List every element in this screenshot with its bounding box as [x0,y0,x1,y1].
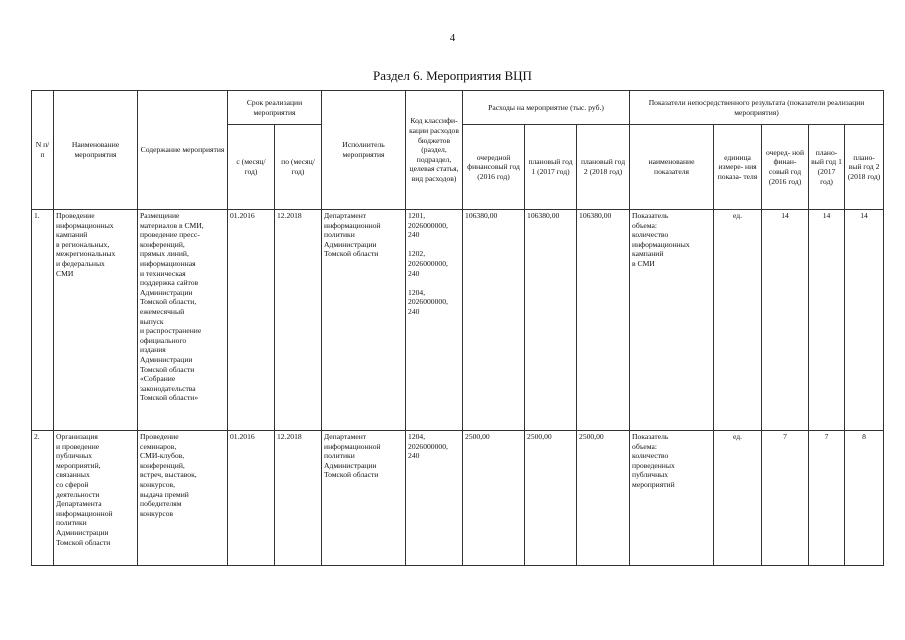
table-row [32,210,884,431]
row-ind-unit: ед. [714,210,762,431]
row-name: Организация и проведение публичных мероприятий, связанных со сферой деятельности Департамента информационной политики Администрации Томской области [54,431,138,566]
page-number: 4 [449,32,456,44]
header-period: Срок реализации мероприятия [228,91,322,125]
header-period-to: по (месяц/ год) [275,125,322,210]
row-from: 01.2016 [228,210,275,431]
header-num: N п/п [32,91,54,210]
header-content: Содержание мероприятия [138,91,228,210]
row-ind-plan1: 14 [809,210,845,431]
row-ind-unit: ед. [714,431,762,566]
header-ind-name: наименование показателя [630,125,714,210]
row-executor: Департамент информационной политики Администрации Томской области [322,431,406,566]
row-ind-name: Показатель объема: количество информационных кампаний в СМИ [630,210,714,431]
row-exp-plan2: 2500,00 [577,431,630,566]
header-ind-plan2: плано- вый год 2 (2018 год) [845,125,884,210]
row-exp-current: 2500,00 [463,431,525,566]
row-executor: Департамент информационной политики Администрации Томской области [322,210,406,431]
header-ind-current: очеред- ной финан- совый год (2016 год) [762,125,809,210]
row-exp-plan1: 106380,00 [525,210,577,431]
row-content: Размещение материалов в СМИ, проведение пресс- конференций, прямых линий, информационная и техническая поддержка сайтов Администрации Томской области, ежемесячный выпуск и распространение официального издания Администрации Томской области «Собрание законодательства Томской области» [138,210,228,431]
measures-table [31,90,884,566]
header-executor: Исполнитель мероприятия [322,91,406,210]
table-row [32,431,884,566]
row-code: 1201, 2026000000, 240 1202, 2026000000, 240 1204, 2026000000, 240 [406,210,463,431]
header-exp-plan2: плановый год 2 (2018 год) [577,125,630,210]
row-to: 12.2018 [275,431,322,566]
header-expenses: Расходы на мероприятие (тыс. руб.) [463,91,630,125]
row-ind-plan2: 8 [845,431,884,566]
header-exp-plan1: плановый год 1 (2017 год) [525,125,577,210]
row-ind-name: Показатель объема: количество проведенных публичных мероприятий [630,431,714,566]
row-exp-current: 106380,00 [463,210,525,431]
row-ind-plan1: 7 [809,431,845,566]
row-to: 12.2018 [275,210,322,431]
row-exp-plan1: 2500,00 [525,431,577,566]
header-period-from: с (месяц/ год) [228,125,275,210]
header-ind-plan1: плано- вый год 1 (2017 год) [809,125,845,210]
row-num: 2. [32,431,54,566]
row-ind-current: 7 [762,431,809,566]
row-name: Проведение информационных кампаний в региональных, межрегиональных и федеральных СМИ [54,210,138,431]
section-title: Раздел 6. Мероприятия ВЦП [373,68,532,83]
row-code: 1204, 2026000000, 240 [406,431,463,566]
row-content: Проведение семинаров, СМИ-клубов, конференций, встреч, выставок, конкурсов, выдача премий победителям конкурсов [138,431,228,566]
header-indicators: Показатели непосредственного результата (показатели реализации мероприятия) [630,91,884,125]
header-code: Код классифи- кации расходов бюджетов (раздел, подраздел, целевая статья, вид расходов) [406,91,463,210]
header-ind-unit: единица измере- ния показа- теля [714,125,762,210]
row-ind-current: 14 [762,210,809,431]
row-ind-plan2: 14 [845,210,884,431]
row-from: 01.2016 [228,431,275,566]
header-name: Наименование мероприятия [54,91,138,210]
row-exp-plan2: 106380,00 [577,210,630,431]
header-exp-current: очередной финансовый год (2016 год) [463,125,525,210]
row-num: 1. [32,210,54,431]
